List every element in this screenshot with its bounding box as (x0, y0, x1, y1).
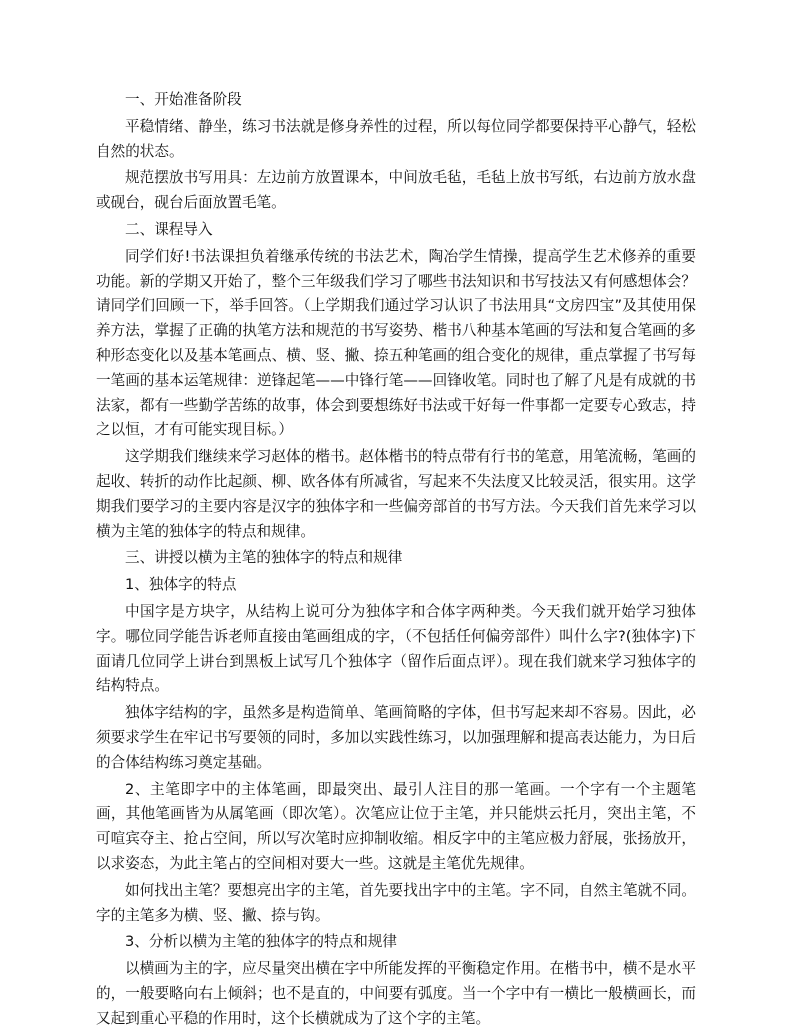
paragraph-find-main: 如何找出主笔？要想亮出字的主笔，首先要找出字中的主笔。字不同，自然主笔就不同。字的主笔多为横、竖、撇、捺与钩。 (96, 881, 696, 924)
paragraph-tools: 规范摆放书写用具：左边前方放置课本，中间放毛毡，毛毡上放书写纸，右边前方放水盘或砚台，砚台后面放置毛笔。 (96, 169, 696, 212)
paragraph-intro: 同学们好!书法课担负着继承传统的书法艺术，陶冶学生情操，提高学生艺术修养的重要功能。新的学期又开始了，整个三年级我们学习了哪些书法知识和书写技法又有何感想体会？请同学们回顾一下，举手回答。（上学期我们通过学习认识了书法用具“文房四宝”及其使用保养方法，掌握了正确的执笔方法和规范的书写姿势、楷书八种基本笔画的写法和复合笔画的多种形态变化以及基本笔画点、横、竖、撇、捺五种笔画的组合变化的规律，重点掌握了书写每一笔画的基本运笔规律：逆锋起笔——中锋行笔——回锋收笔。同时也了解了凡是有成就的书法家，都有一些勤学苦练的故事，体会到要想练好书法或干好每一件事都一定要专心致志，持之以恒，才有可能实现目标。） (96, 247, 696, 439)
paragraph-calm: 平稳情绪、静坐，练习书法就是修身养性的过程，所以每位同学都要保持平心静气，轻松自然的状态。 (96, 117, 696, 160)
paragraph-horizontal: 以横画为主的字，应尽量突出横在字中所能发挥的平衡稳定作用。在楷书中，横不是水平的，一般要略向右上倾斜；也不是直的，中间要有弧度。当一个字中有一横比一般横画长，而又起到重心平稳的作用时，这个长横就成为了这个字的主笔。 (96, 960, 696, 1027)
section-heading-2: 二、课程导入 (125, 220, 213, 238)
document-body (96, 88, 696, 1033)
subheading-3: 3、分析以横为主笔的独体字的特点和规律 (125, 933, 397, 951)
subheading-1: 1、独体字的特点 (125, 576, 237, 594)
section-heading-1: 一、开始准备阶段 (125, 91, 242, 108)
paragraph-zhao-style: 这学期我们继续来学习赵体的楷书。赵体楷书的特点带有行书的笔意，用笔流畅，笔画的起收、转折的动作比起颜、柳、欧各体有所减省，写起来不失法度又比较灵活，很实用。这学期我们要学习的主要内容是汉字的独体字和一些偏旁部首的书写方法。今天我们首先来学习以横为主笔的独体字的特点和规律。 (96, 448, 696, 540)
paragraph-single-char: 中国字是方块字，从结构上说可分为独体字和合体字两种类。今天我们就开始学习独体字。哪位同学能告诉老师直接由笔画组成的字，（不包括任何偏旁部件）叫什么字?(独体字)下面请几位同学上讲台到黑板上试写几个独体字（留作后面点评）。现在我们就来学习独体字的结构特点。 (96, 602, 696, 695)
paragraph-practice: 独体字结构的字，虽然多是构造简单、笔画简略的字体，但书写起来却不容易。因此，必须要求学生在牢记书写要领的同时，多加以实践性练习，以加强理解和提高表达能力，为日后的合体结构练习奠定基础。 (96, 704, 696, 771)
section-heading-3: 三、讲授以横为主笔的独体字的特点和规律 (125, 549, 403, 567)
paragraph-main-stroke: 2、主笔即字中的主体笔画，即最突出、最引人注目的那一笔画。一个字有一个主题笔画，其他笔画皆为从属笔画（即次笔）。次笔应让位于主笔，并只能烘云托月，突出主笔，不可喧宾夺主、抢占空间，所以写次笔时应抑制收缩。相反字中的主笔应极力舒展，张扬放开，以求姿态，为此主笔占的空间相对要大一些。这就是主笔优先规律。 (96, 780, 696, 872)
